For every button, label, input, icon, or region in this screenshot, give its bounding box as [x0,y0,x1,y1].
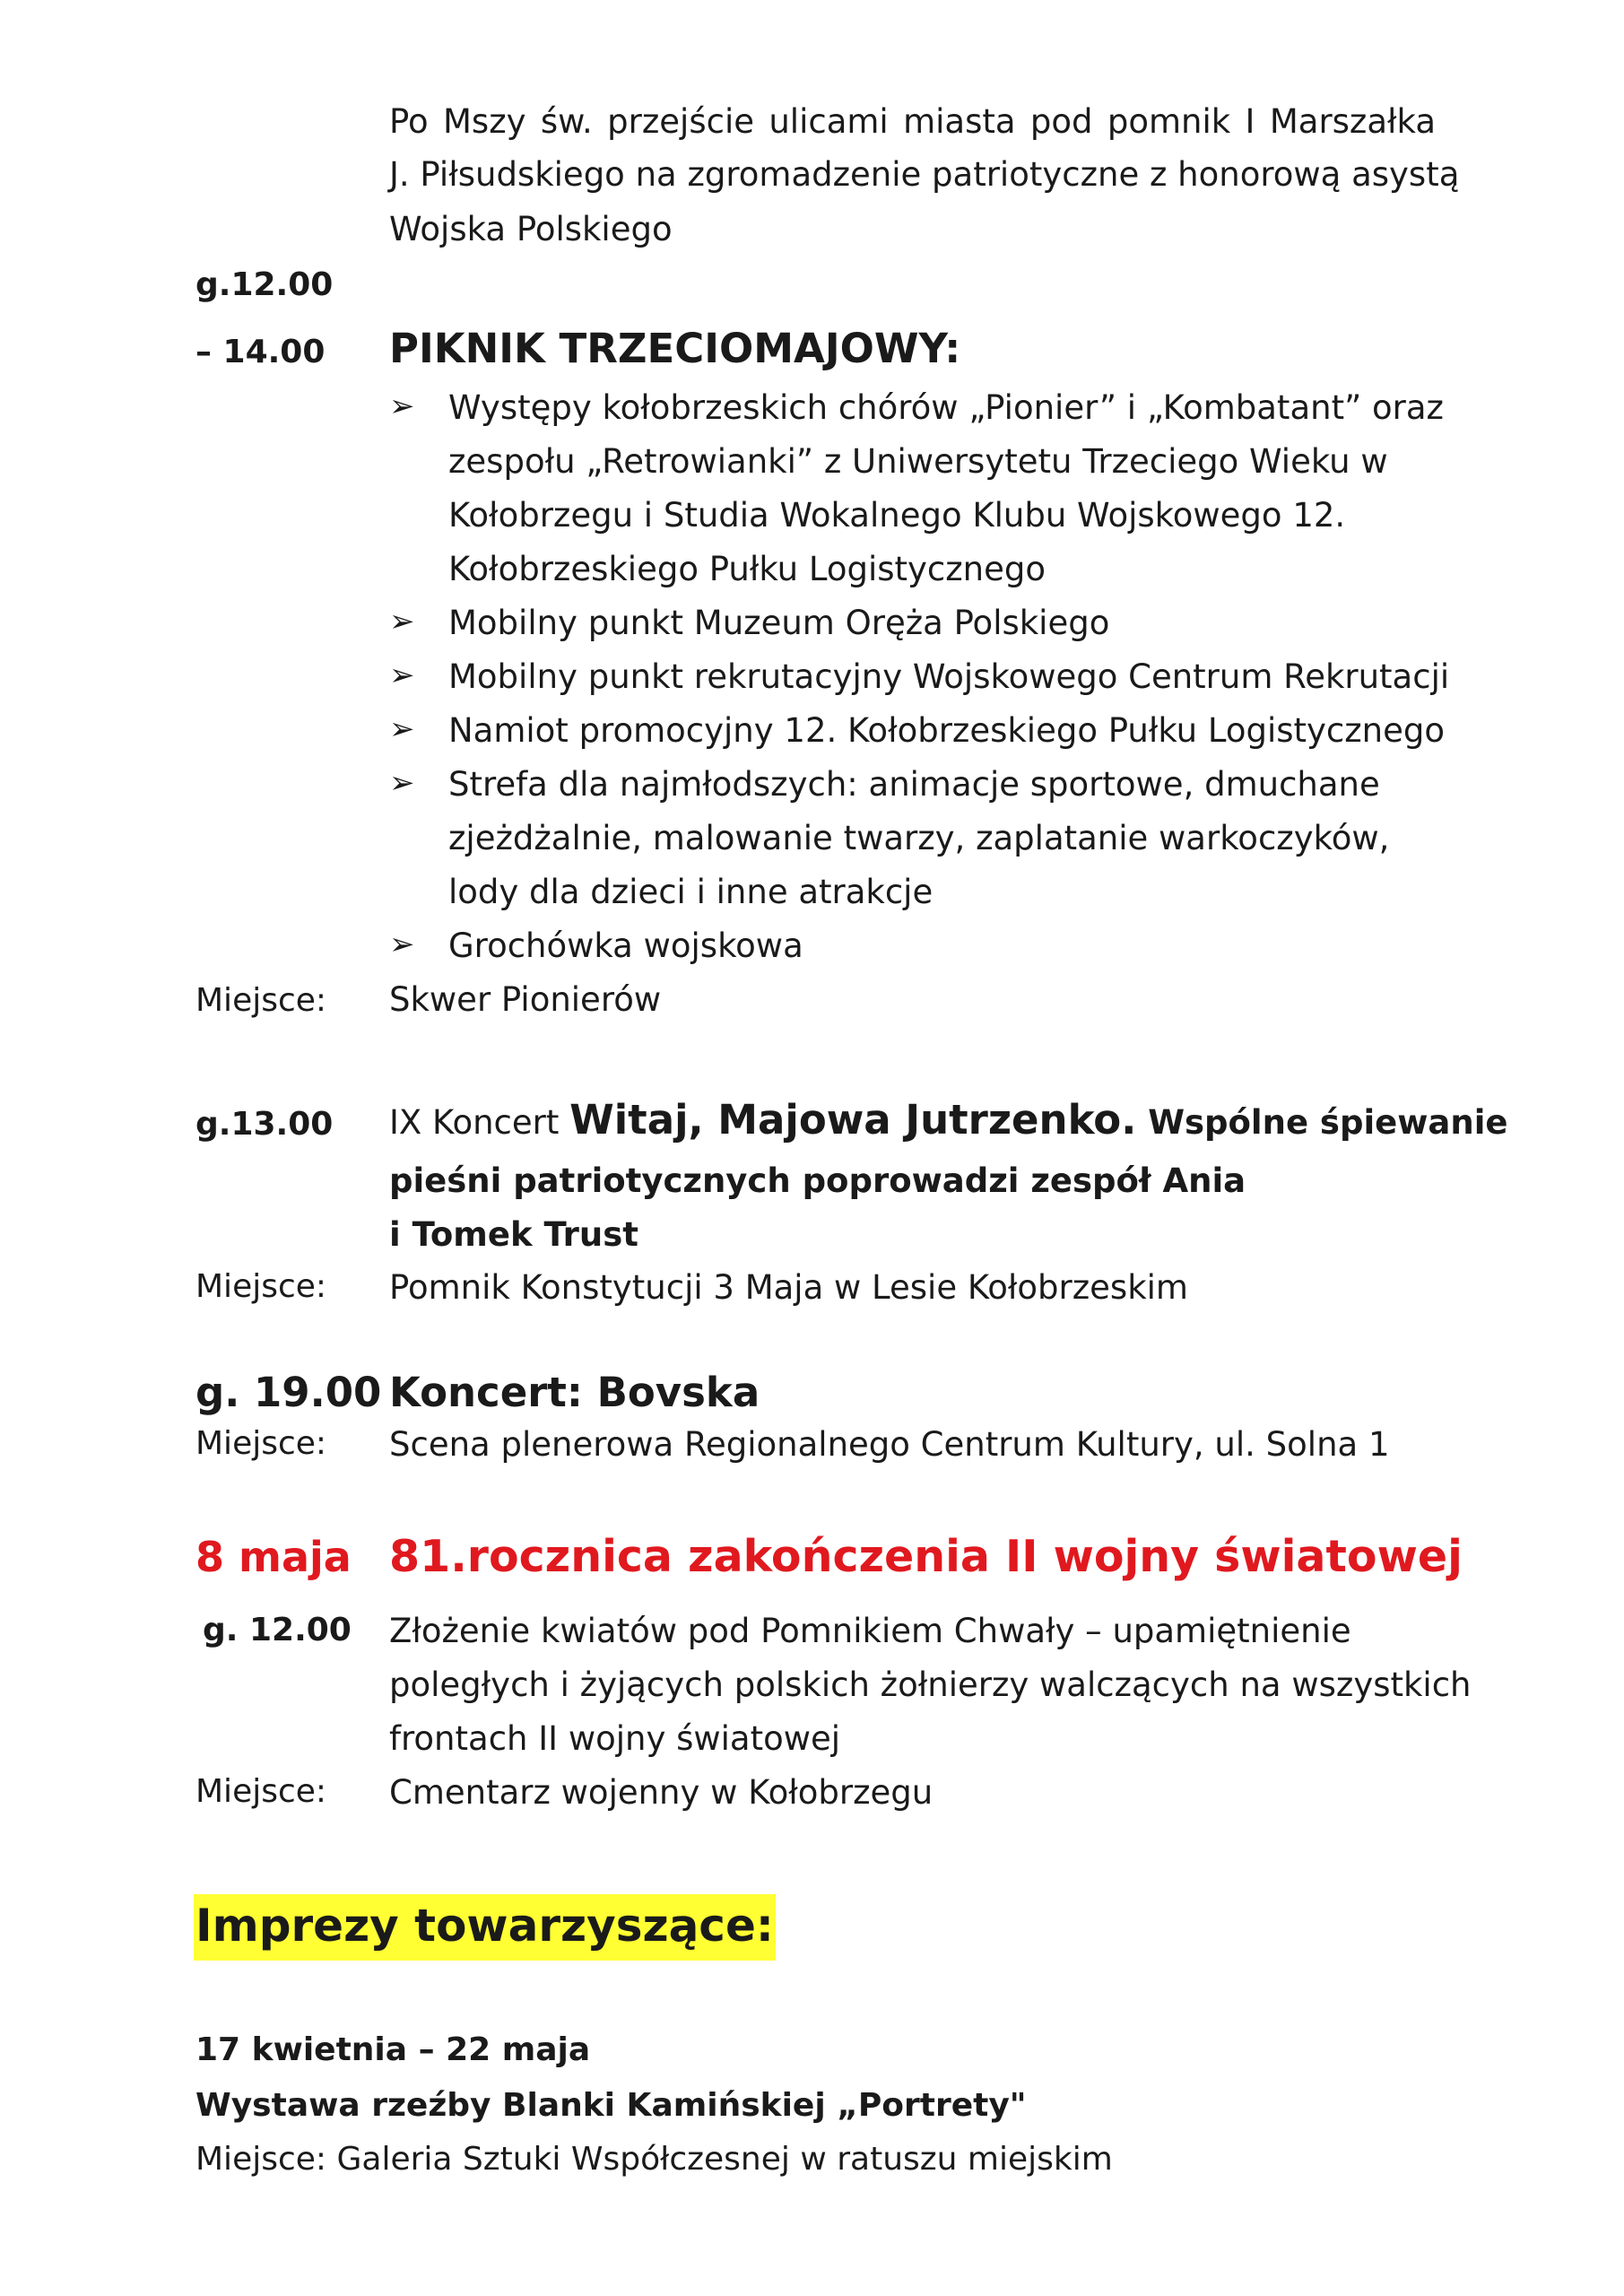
maj8-desc-line-2: poległych i żyjących polskich żołnierzy walczących na wszystkich [389,1665,1472,1704]
koncert2-title: Koncert: Bovska [389,1369,760,1416]
koncert2-place: Scena plenerowa Regionalnego Centrum Kultury, ul. Solna 1 [389,1425,1390,1464]
piknik-item-1-line-2: zespołu „Retrowianki” z Uniwersytetu Trzeciego Wieku w [448,442,1388,481]
side-events-heading [194,1900,776,1952]
side-events-heading-text: Imprezy towarzyszące: [194,1894,776,1961]
koncert1-desc-2: pieśni patriotycznych poprowadzi zespół Ania [389,1161,1246,1200]
intro-line-2: J. Piłsudskiego na zgromadzenie patriotyczne z honorową asystą [389,155,1460,194]
bullet-arrow-icon: ➢ [389,604,415,639]
piknik-item-1-line-4: Kołobrzeskiego Pułku Logistycznego [448,550,1046,588]
koncert1-title: Witaj, Majowa Jutrzenko. [569,1096,1137,1144]
koncert1-title-line [389,1096,1508,1144]
maj8-date: 8 maja [195,1533,352,1581]
bullet-arrow-icon: ➢ [389,926,415,962]
piknik-place-label: Miejsce: [195,982,327,1019]
bullet-arrow-icon: ➢ [389,765,415,801]
piknik-place: Skwer Pionierów [389,980,662,1019]
koncert1-desc-3: i Tomek Trust [389,1215,638,1254]
maj8-time: g. 12.00 [203,1612,352,1648]
koncert2-time: g. 19.00 [195,1369,382,1416]
piknik-item-5-line-2: zjeżdżalnie, malowanie twarzy, zaplatanie warkoczyków, [448,819,1390,857]
bullet-arrow-icon: ➢ [389,657,415,693]
piknik-item-1-line-1: Występy kołobrzeskich chórów „Pionier” i „Kombatant” oraz [448,388,1444,427]
side-events-title: Wystawa rzeźby Blanki Kamińskiej „Portrety" [195,2087,1027,2124]
koncert1-time: g.13.00 [195,1106,334,1143]
koncert2-place-label: Miejsce: [195,1425,327,1462]
koncert1-prefix: IX Koncert [389,1103,570,1142]
piknik-item-3: Mobilny punkt rekrutacyjny Wojskowego Centrum Rekrutacji [448,657,1450,696]
intro-line-1: Po Mszy św. przejście ulicami miasta pod pomnik I Marszałka [389,102,1436,141]
maj8-place: Cmentarz wojenny w Kołobrzegu [389,1773,934,1812]
side-events-place: Miejsce: Galeria Sztuki Współczesnej w ratuszu miejskim [195,2141,1113,2178]
piknik-item-6: Grochówka wojskowa [448,926,803,965]
maj8-title: 81.rocznica zakończenia II wojny światowej [389,1531,1463,1582]
koncert1-desc-1: Wspólne śpiewanie [1136,1103,1508,1142]
koncert1-place: Pomnik Konstytucji 3 Maja w Lesie Kołobrzeskim [389,1268,1188,1307]
piknik-item-5-line-1: Strefa dla najmłodszych: animacje sportowe, dmuchane [448,765,1380,804]
piknik-title: PIKNIK TRZECIOMAJOWY: [389,325,961,372]
maj8-place-label: Miejsce: [195,1773,327,1810]
koncert1-place-label: Miejsce: [195,1268,327,1305]
bullet-arrow-icon: ➢ [389,388,415,424]
bullet-arrow-icon: ➢ [389,711,415,747]
maj8-desc-line-3: frontach II wojny światowej [389,1719,841,1758]
piknik-item-2: Mobilny punkt Muzeum Oręża Polskiego [448,604,1110,642]
piknik-time-start: g.12.00 [195,266,334,303]
intro-line-3: Wojska Polskiego [389,210,673,248]
side-events-dates: 17 kwietnia – 22 maja [195,2031,591,2068]
piknik-time-end: – 14.00 [195,334,326,370]
piknik-item-5-line-3: lody dla dzieci i inne atrakcje [448,873,934,911]
piknik-item-1-line-3: Kołobrzegu i Studia Wokalnego Klubu Wojskowego 12. [448,496,1346,535]
piknik-item-4: Namiot promocyjny 12. Kołobrzeskiego Pułku Logistycznego [448,711,1446,750]
maj8-desc-line-1: Złożenie kwiatów pod Pomnikiem Chwały – upamiętnienie [389,1612,1351,1650]
